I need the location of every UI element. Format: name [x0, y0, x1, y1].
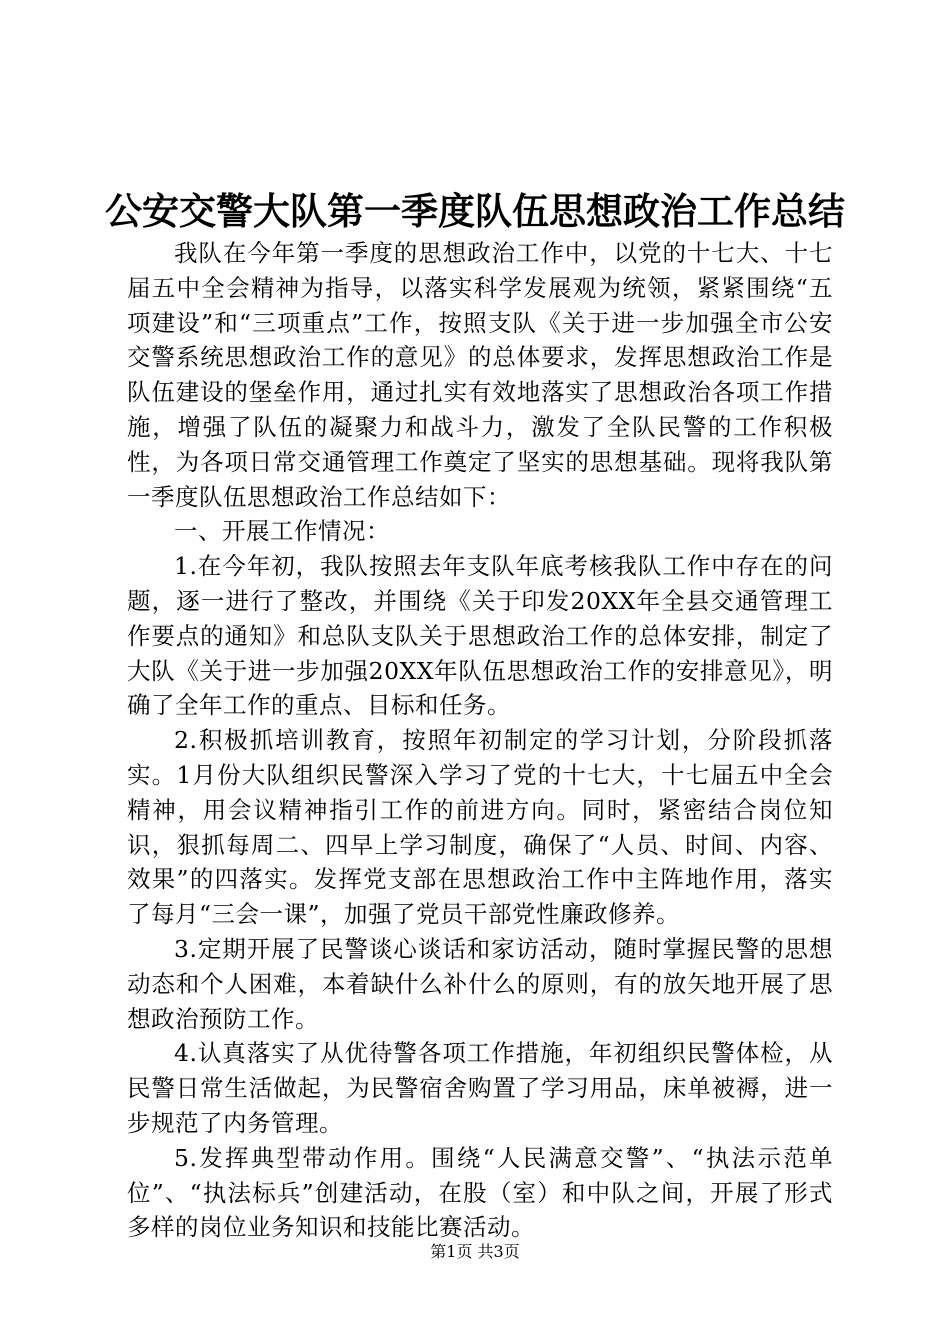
- paragraph-item-3: 3.定期开展了民警谈心谈话和家访活动，随时掌握民警的思想动态和个人困难，本着缺什么补什么的原则，有的放矢地开展了思想政治预防工作。: [127, 934, 833, 1033]
- document-body: [127, 236, 833, 1245]
- document-title: 公安交警大队第一季度队伍思想政治工作总结: [105, 190, 845, 233]
- section-heading: 一、开展工作情况：: [174, 517, 390, 546]
- paragraph-item-4: 4.认真落实了从优待警各项工作措施，年初组织民警体检，从民警日常生活做起，为民警宿舍购置了学习用品，床单被褥，进一步规范了内务管理。: [127, 1039, 833, 1137]
- paragraph-item-1: 1.在今年初，我队按照去年支队年底考核我队工作中存在的问题，逐一进行了整改，并围绕《关于印发20XX年全县交通管理工作要点的通知》和总队支队关于思想政治工作的总体安排，制定了大队《关于进一步加强20XX年队伍思想政治工作的安排意见》，明确了全年工作的重点、目标和任务。: [127, 552, 833, 720]
- paragraph-intro: 我队在今年第一季度的思想政治工作中，以党的十七大、十七届五中全会精神为指导，以落实科学发展观为统领，紧紧围绕“五项建设”和“三项重点”工作，按照支队《关于进一步加强全市公安交警系统思想政治工作的意见》的总体要求，发挥思想政治工作是队伍建设的堡垒作用，通过扎实有效地落实了思想政治各项工作措施，增强了队伍的凝聚力和战斗力，激发了全队民警的工作积极性，为各项日常交通管理工作奠定了坚实的思想基础。现将我队第一季度队伍思想政治工作总结如下：: [127, 239, 833, 511]
- paragraph-item-5: 5.发挥典型带动作用。围绕“人民满意交警”、“执法示范单位”、“执法标兵”创建活动，在股（室）和中队之间，开展了形式多样的岗位业务知识和技能比赛活动。: [127, 1143, 833, 1242]
- page-number: 第1页 共3页: [430, 1242, 520, 1261]
- paragraph-item-2: 2.积极抓培训教育，按照年初制定的学习计划，分阶段抓落实。1月份大队组织民警深入学习了党的十七大，十七届五中全会精神，用会议精神指引工作的前进方向。同时，紧密结合岗位知识，狠抓每周二、四早上学习制度，确保了“人员、时间、内容、效果”的四落实。发挥党支部在思想政治工作中主阵地作用，落实了每月“三会一课”，加强了党员干部党性廉政修养。: [127, 726, 833, 929]
